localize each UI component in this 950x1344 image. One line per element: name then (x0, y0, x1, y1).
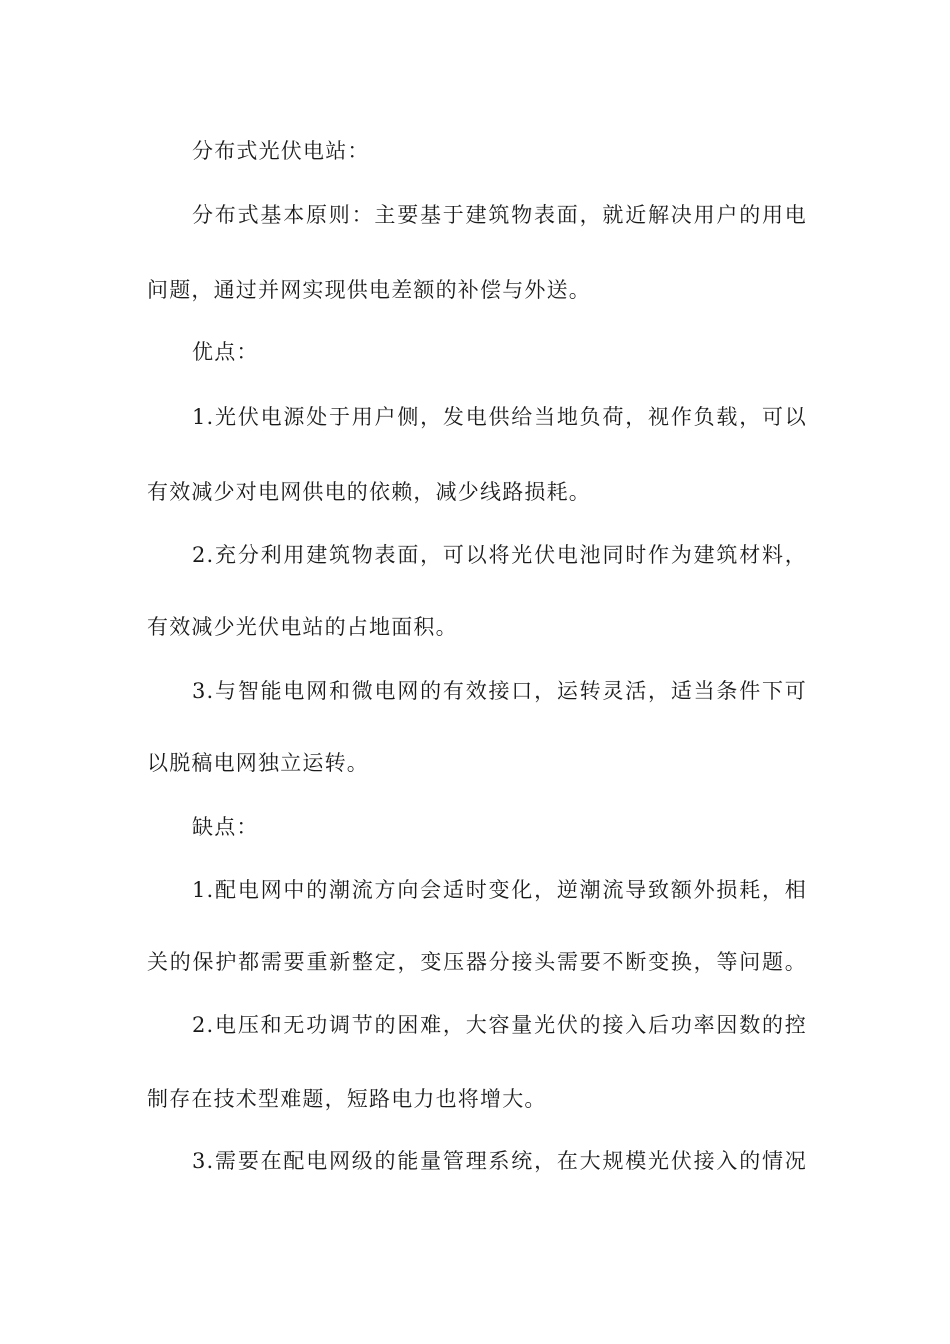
disadvantages-label: 缺点： (192, 815, 259, 839)
disadvantage-3-line-1: 3.需要在配电网级的能量管理系统，在大规模光伏接入的情况 (192, 1149, 807, 1173)
disadvantage-2-line-1: 2.电压和无功调节的困难，大容量光伏的接入后功率因数的控 (192, 1013, 807, 1037)
disadvantage-2-line-2: 制存在技术型难题，短路电力也将增大。 (147, 1087, 547, 1111)
advantage-1-line-2: 有效减少对电网供电的依赖，减少线路损耗。 (147, 480, 591, 504)
advantage-2-line-1: 2.充分利用建筑物表面，可以将光伏电池同时作为建筑材料， (192, 543, 807, 567)
disadvantage-1-line-1: 1.配电网中的潮流方向会适时变化，逆潮流导致额外损耗，相 (192, 878, 807, 902)
principle-line-2: 问题，通过并网实现供电差额的补偿与外送。 (147, 278, 591, 302)
disadvantage-1-line-2: 关的保护都需要重新整定，变压器分接头需要不断变换，等问题。 (147, 950, 807, 974)
advantage-3-line-2: 以脱稿电网独立运转。 (147, 751, 369, 775)
section-heading: 分布式光伏电站： (192, 139, 370, 163)
principle-line-1: 分布式基本原则：主要基于建筑物表面，就近解决用户的用电 (192, 203, 807, 227)
advantages-label: 优点： (192, 340, 259, 364)
advantage-3-line-1: 3.与智能电网和微电网的有效接口，运转灵活，适当条件下可 (192, 679, 807, 703)
advantage-1-line-1: 1.光伏电源处于用户侧，发电供给当地负荷，视作负载，可以 (192, 405, 807, 429)
advantage-2-line-2: 有效减少光伏电站的占地面积。 (147, 615, 458, 639)
